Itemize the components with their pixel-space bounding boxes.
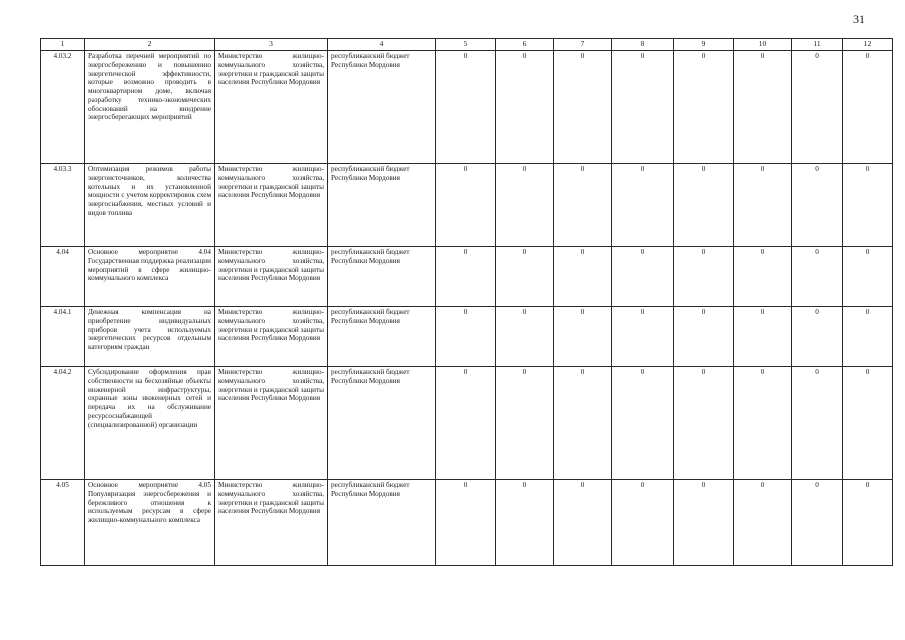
table-row: [41, 307, 893, 367]
column-number: 7: [554, 39, 612, 51]
funding-source: республиканский бюджет Республики Мордовия: [328, 164, 436, 247]
column-number: 12: [843, 39, 893, 51]
value-cell: 0: [734, 480, 792, 566]
value-cell: 0: [792, 307, 843, 367]
value-cell: 0: [612, 247, 674, 307]
column-number: 10: [734, 39, 792, 51]
value-cell: 0: [612, 51, 674, 164]
value-cell: 0: [496, 164, 554, 247]
value-cell: 0: [792, 164, 843, 247]
column-number: 2: [85, 39, 215, 51]
measure-code: 4.05: [41, 480, 85, 566]
value-cell: 0: [674, 247, 734, 307]
value-cell: 0: [436, 51, 496, 164]
value-cell: 0: [436, 164, 496, 247]
measure-code: 4.04.2: [41, 367, 85, 480]
program-table: [40, 38, 893, 566]
value-cell: 0: [792, 51, 843, 164]
table-row: [41, 367, 893, 480]
value-cell: 0: [554, 307, 612, 367]
value-cell: 0: [436, 307, 496, 367]
value-cell: 0: [496, 247, 554, 307]
value-cell: 0: [792, 480, 843, 566]
funding-source: республиканский бюджет Республики Мордовия: [328, 51, 436, 164]
measure-code: 4.03.3: [41, 164, 85, 247]
value-cell: 0: [792, 367, 843, 480]
column-number-row: [41, 39, 893, 51]
column-number: 1: [41, 39, 85, 51]
funding-source: республиканский бюджет Республики Мордовия: [328, 367, 436, 480]
value-cell: 0: [496, 51, 554, 164]
value-cell: 0: [436, 367, 496, 480]
value-cell: 0: [554, 480, 612, 566]
value-cell: 0: [843, 51, 893, 164]
column-number: 11: [792, 39, 843, 51]
measure-name: Основное мероприятие 4.04 Государственная поддержка реализации мероприятий в сфере жилищно-коммунального комплекса: [85, 247, 215, 307]
value-cell: 0: [612, 164, 674, 247]
value-cell: 0: [734, 51, 792, 164]
value-cell: 0: [674, 480, 734, 566]
value-cell: 0: [843, 367, 893, 480]
table-row: [41, 247, 893, 307]
column-number: 8: [612, 39, 674, 51]
value-cell: 0: [496, 367, 554, 480]
value-cell: 0: [843, 480, 893, 566]
measure-code: 4.03.2: [41, 51, 85, 164]
measure-name: Разработка перечней мероприятий по энергосбережению и повышению энергетической эффективности, которые возможно проводить в многоквартирном доме, включая разработку технико-экономических обоснований на внедрение энергосберегающих мероприятий: [85, 51, 215, 164]
measure-name: Денежная компенсация на приобретение индивидуальных приборов учета используемых энергетических ресурсов отдельным категориям граждан: [85, 307, 215, 367]
value-cell: 0: [554, 51, 612, 164]
column-number: 5: [436, 39, 496, 51]
value-cell: 0: [674, 164, 734, 247]
measure-name: Оптимизация режимов работы энергоисточников, количества котельных и их установленной мощности с учетом корректировок схем энергоснабжения, местных условий и видов топлива: [85, 164, 215, 247]
page-number: 31: [853, 12, 865, 26]
value-cell: 0: [612, 367, 674, 480]
value-cell: 0: [843, 307, 893, 367]
value-cell: 0: [734, 367, 792, 480]
column-number: 3: [215, 39, 328, 51]
value-cell: 0: [554, 247, 612, 307]
responsible-executor: Министерство жилищно-коммунального хозяйства, энергетики и гражданской защиты населения Республики Мордовия: [215, 164, 328, 247]
column-number: 9: [674, 39, 734, 51]
value-cell: 0: [734, 307, 792, 367]
value-cell: 0: [734, 164, 792, 247]
value-cell: 0: [554, 367, 612, 480]
responsible-executor: Министерство жилищно-коммунального хозяйства, энергетики и гражданской защиты населения Республики Мордовия: [215, 307, 328, 367]
funding-source: республиканский бюджет Республики Мордовия: [328, 247, 436, 307]
measure-code: 4.04: [41, 247, 85, 307]
table-row: [41, 164, 893, 247]
table-row: [41, 480, 893, 566]
value-cell: 0: [843, 247, 893, 307]
column-number: 4: [328, 39, 436, 51]
value-cell: 0: [496, 307, 554, 367]
table-row: [41, 51, 893, 164]
value-cell: 0: [674, 367, 734, 480]
measure-code: 4.04.1: [41, 307, 85, 367]
value-cell: 0: [496, 480, 554, 566]
column-number: 6: [496, 39, 554, 51]
responsible-executor: Министерство жилищно-коммунального хозяйства, энергетики и гражданской защиты населения Республики Мордовия: [215, 480, 328, 566]
funding-source: республиканский бюджет Республики Мордовия: [328, 480, 436, 566]
measure-name: Субсидирование оформления прав собственности на бесхозяйные объекты инженерной инфраструктуры, охранные зоны инженерных сетей и передача их на обслуживание ресурсоснабжающей (специализированной) организации: [85, 367, 215, 480]
value-cell: 0: [674, 51, 734, 164]
value-cell: 0: [843, 164, 893, 247]
value-cell: 0: [436, 247, 496, 307]
responsible-executor: Министерство жилищно-коммунального хозяйства, энергетики и гражданской защиты населения Республики Мордовия: [215, 367, 328, 480]
measure-name: Основное мероприятие 4.05 Популяризация энергосбережения и бережливого отношения к используемым ресурсам в сфере жилищно-коммунального комплекса: [85, 480, 215, 566]
value-cell: 0: [674, 307, 734, 367]
responsible-executor: Министерство жилищно-коммунального хозяйства, энергетики и гражданской защиты населения Республики Мордовия: [215, 51, 328, 164]
funding-source: республиканский бюджет Республики Мордовия: [328, 307, 436, 367]
value-cell: 0: [612, 480, 674, 566]
value-cell: 0: [734, 247, 792, 307]
value-cell: 0: [792, 247, 843, 307]
value-cell: 0: [612, 307, 674, 367]
value-cell: 0: [554, 164, 612, 247]
value-cell: 0: [436, 480, 496, 566]
responsible-executor: Министерство жилищно-коммунального хозяйства, энергетики и гражданской защиты населения Республики Мордовия: [215, 247, 328, 307]
